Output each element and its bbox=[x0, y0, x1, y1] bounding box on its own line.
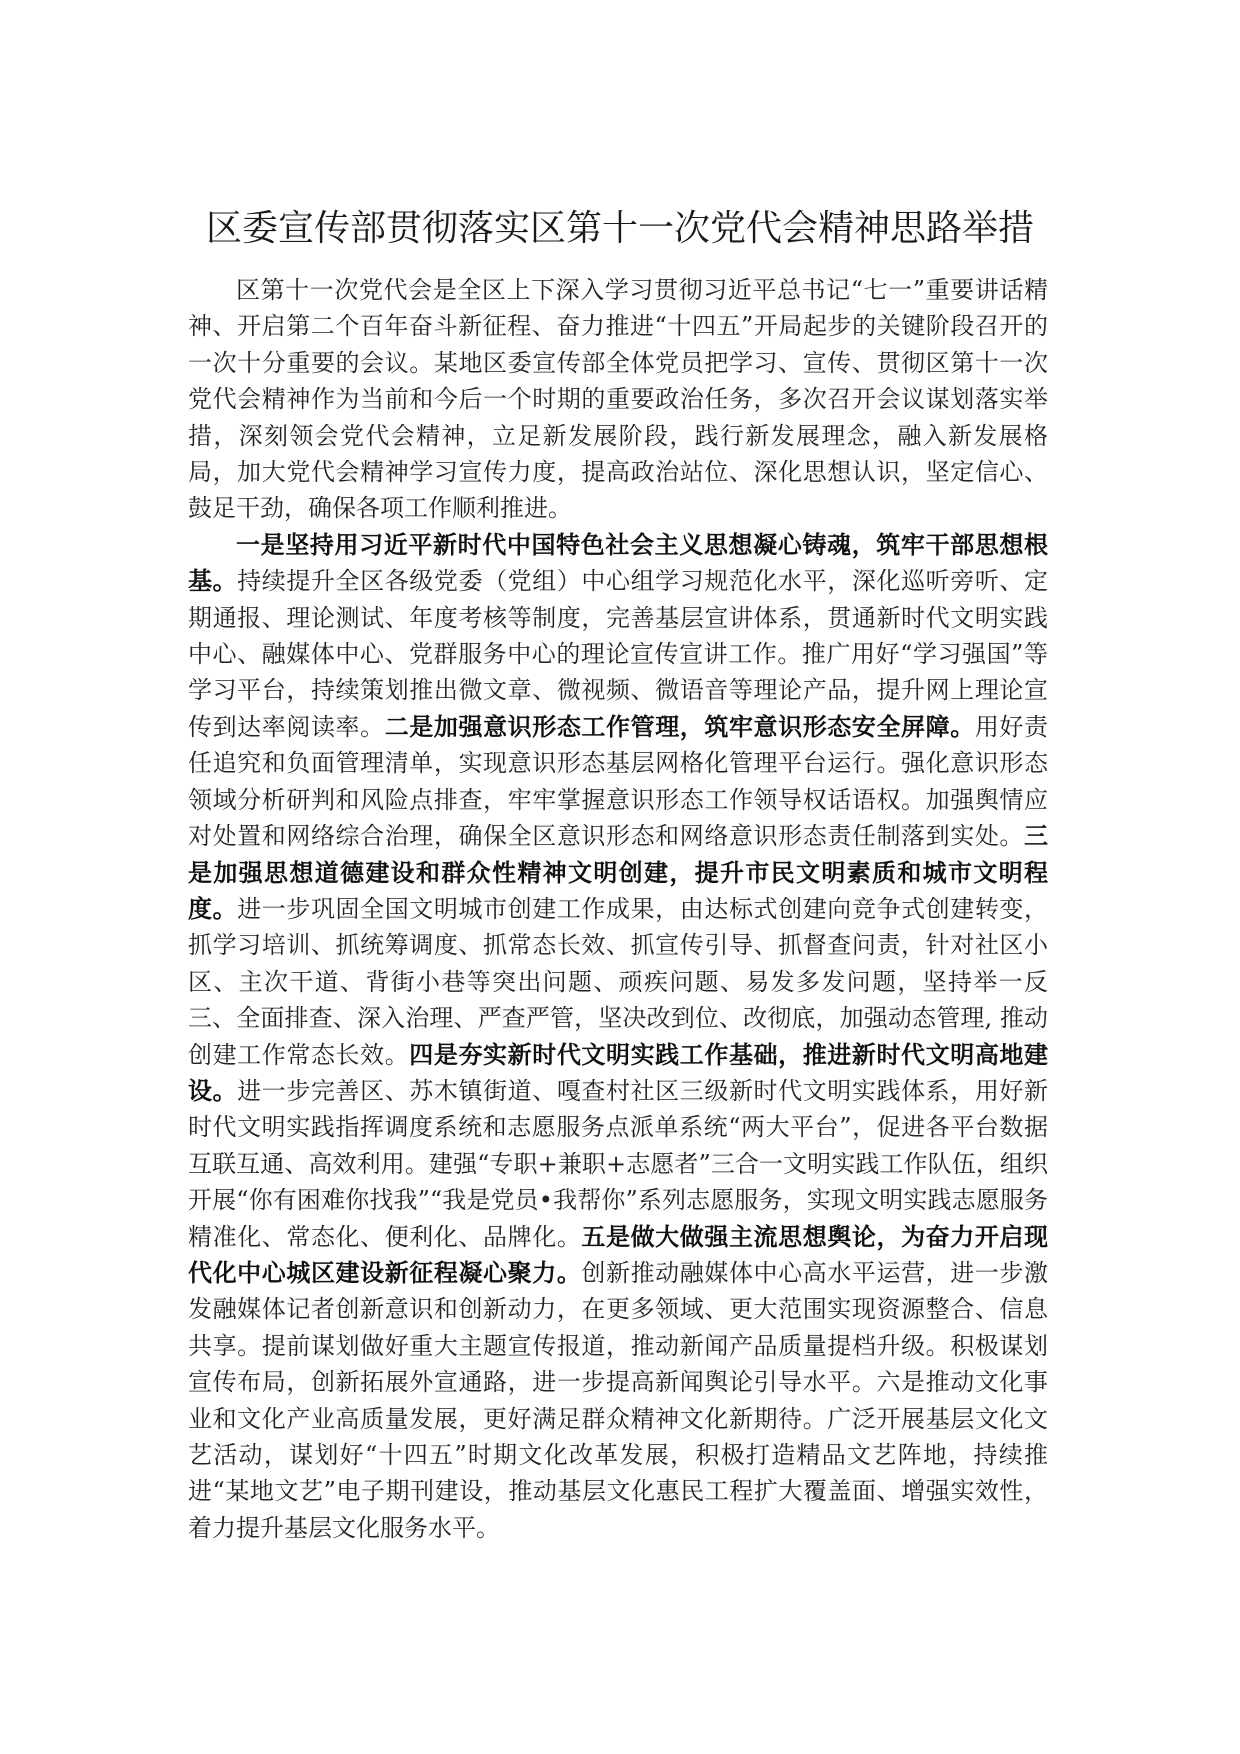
measure-2-heading: 二是加强意识形态工作管理，筑牢意识形态安全屏障。 bbox=[384, 711, 975, 741]
document-body bbox=[188, 272, 1048, 1546]
measure-3-text: 进一步巩固全国文明城市创建工作成果，由达标式创建向竞争式创建转变，抓学习培训、抓统筹调度、抓常态长效、抓宣传引导、抓督查问责，针对社区小区、主次干道、背街小巷等突出问题、顽疾问题、易发多发问题，坚持举一反三、全面排查、深入治理、严查严管，坚决改到位、改彻底，加强动态管理, 推动创建工作常态长效。 bbox=[188, 894, 1049, 1069]
document-title: 区委宣传部贯彻落实区第十一次党代会精神思路举措 bbox=[205, 208, 1034, 249]
measure-3-heading: 三是加强思想道德建设和群众性精神文明创建，提升市民文明素质和城市文明程度。 bbox=[188, 821, 1048, 923]
measure-4-text: 进一步完善区、苏木镇街道、嘎查村社区三级新时代文明实践体系，用好新时代文明实践指挥调度系统和志愿服务点派单系统“两大平台”，促进各平台数据互联互通、高效利用。建强“专职+兼职+志愿者”三合一文明实践工作队伍，组织开展“你有困难你找我”“我是党员•我帮你”系列志愿服务，实现文明实践志愿服务精准化、常态化、便利化、品牌化。 bbox=[188, 1076, 1049, 1251]
measure-1-heading: 一是坚持用习近平新时代中国特色社会主义思想凝心铸魂，筑牢干部思想根基。 bbox=[188, 529, 1048, 596]
intro-paragraph: 区第十一次党代会是全区上下深入学习贯彻习近平总书记“七一”重要讲话精神、开启第二个百年奋斗新征程、奋力推进“十四五”开局起步的关键阶段召开的一次十分重要的会议。某地区委宣传部全体党员把学习、宣传、贯彻区第十一次党代会精神作为当前和今后一个时期的重要政治任务，多次召开会议谋划落实举措，深刻领会党代会精神，立足新发展阶段，践行新发展理念，融入新发展格局，加大党代会精神学习宣传力度，提高政治站位、深化思想认识，坚定信心、鼓足干劲，确保各项工作顺利推进。 bbox=[188, 276, 1048, 523]
measure-2-text: 用好责任追究和负面管理清单，实现意识形态基层网格化管理平台运行。强化意识形态领域分析研判和风险点排查，牢牢掌握意识形态工作领导权话语权。加强舆情应对处置和网络综合治理，确保全区意识形态和网络意识形态责任制落到实处。 bbox=[188, 712, 1049, 851]
measure-5-heading: 五是做大做强主流思想舆论，为奋力开启现代化中心城区建设新征程凝心聚力。 bbox=[188, 1221, 1049, 1287]
measure-4-heading: 四是夯实新时代文明实践工作基础，推进新时代文明高地建设。 bbox=[188, 1039, 1049, 1105]
measures-paragraph bbox=[188, 527, 1048, 1546]
measure-1-text: 持续提升全区各级党委（党组）中心组学习规范化水平，深化巡听旁听、定期通报、理论测试、年度考核等制度，完善基层宣讲体系，贯通新时代文明实践中心、融媒体中心、党群服务中心的理论宣传宣讲工作。推广用好“学习强国”等学习平台，持续策划推出微文章、微视频、微语音等理论产品，提升网上理论宣传到达率阅读率。 bbox=[188, 567, 1049, 741]
measure-5-text: 创新推动融媒体中心高水平运营，进一步激发融媒体记者创新意识和创新动力，在更多领域、更大范围实现资源整合、信息共享。提前谋划做好重大主题宣传报道，推动新闻产品质量提档升级。积极谋划宣传布局，创新拓展外宣通路，进一步提高新闻舆论引导水平。六是推动文化事业和文化产业高质量发展，更好满足群众精神文化新期待。广泛开展基层文化文艺活动，谋划好“十四五”时期文化改革发展，积极打造精品文艺阵地，持续推进“某地文艺”电子期刊建设，推动基层文化惠民工程扩大覆盖面、增强实效性，着力提升基层文化服务水平。 bbox=[188, 1258, 1049, 1542]
